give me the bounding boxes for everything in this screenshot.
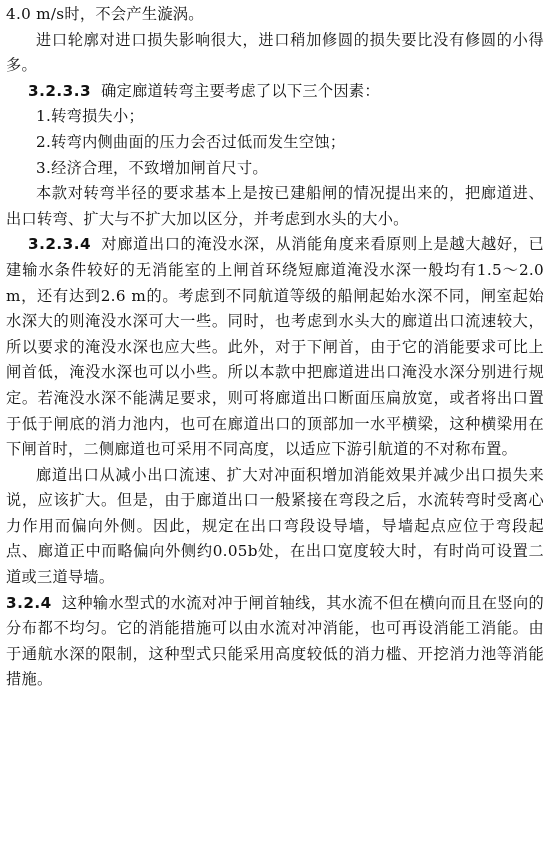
list-item bbox=[6, 156, 544, 182]
clause-number: 3.2.4 bbox=[6, 593, 52, 612]
list-item-text: 2.转弯内侧曲面的压力会否过低而发生空蚀； bbox=[36, 132, 346, 151]
paragraph-text: 确定廊道转弯主要考虑了以下三个因素： bbox=[101, 81, 380, 100]
list-item bbox=[6, 104, 544, 130]
clause-number: 3.2.3.3 bbox=[28, 81, 92, 100]
list-item-text: 1.转弯损失小； bbox=[36, 107, 145, 126]
paragraph-continuation bbox=[6, 2, 544, 28]
paragraph-bend-radius bbox=[6, 181, 544, 232]
paragraph-text: 这种输水型式的水流对冲于闸首轴线，其水流不但在横向而且在竖向的分布都不均匀。它的消能措施可以由水流对冲消能，也可再设消能工消能。由于通航水深的限制，这种型式只能采用高度较低的消力槛、开挖消力池等消能措施。 bbox=[6, 593, 544, 689]
paragraph-text: 4.0 m/s时，不会产生漩涡。 bbox=[6, 5, 204, 23]
paragraph-text: 对廊道出口的淹没水深，从消能角度来看原则上是越大越好，已建输水条件较好的无消能室的上闸首环绕短廊道淹没水深一般均有1.5～2.0 m，还有达到2.6 m的。考虑到不同航道等级的船闸起始水深不同，闸室起始水深大的则淹没水深可大一些。同时，也考虑到水头大的廊道出口流速较大，所以要求的淹没水深也应大些。此外，对于下闸首，由于它的消能要求可比上闸首低，淹没水深也可以小些。所以本款中把廊道进出口淹没水深分别进行规定。若淹没水深不能满足要求，则可将廊道出口断面压扁放宽，或者将出口置于低于闸底的消力池内，也可在廊道出口的顶部加一水平横梁，这种横梁用在下闸首时，二侧廊道也可采用不同高度，以适应下游引航道的不对称布置。 bbox=[6, 235, 544, 459]
clause-number: 3.2.3.4 bbox=[28, 235, 92, 254]
clause-3-2-3-4 bbox=[6, 232, 544, 462]
list-item-text: 3.经济合理，不致增加闸首尺寸。 bbox=[36, 158, 268, 177]
clause-3-2-3-3 bbox=[6, 79, 544, 105]
list-item bbox=[6, 130, 544, 156]
paragraph-text: 本款对转弯半径的要求基本上是按已建船闸的情况提出来的，把廊道进、出口转弯、扩大与不扩大加以区分，并考虑到水头的大小。 bbox=[6, 184, 544, 228]
paragraph-inlet-profile bbox=[6, 28, 544, 79]
paragraph-outlet-expansion bbox=[6, 463, 544, 591]
paragraph-text: 进口轮廓对进口损失影响很大，进口稍加修圆的损失要比没有修圆的小得多。 bbox=[6, 30, 544, 75]
clause-3-2-4 bbox=[6, 591, 544, 693]
paragraph-text: 廊道出口从减小出口流速、扩大对冲面积增加消能效果并减少出口损失来说，应该扩大。但是，由于廊道出口一般紧接在弯段之后，水流转弯时受离心力作用而偏向外侧。因此，规定在出口弯段设导墙，导墙起点应位于弯段起点、廊道正中而略偏向外侧约0.05b处，在出口宽度较大时，有时尚可设置二道或三道导墙。 bbox=[6, 465, 544, 587]
